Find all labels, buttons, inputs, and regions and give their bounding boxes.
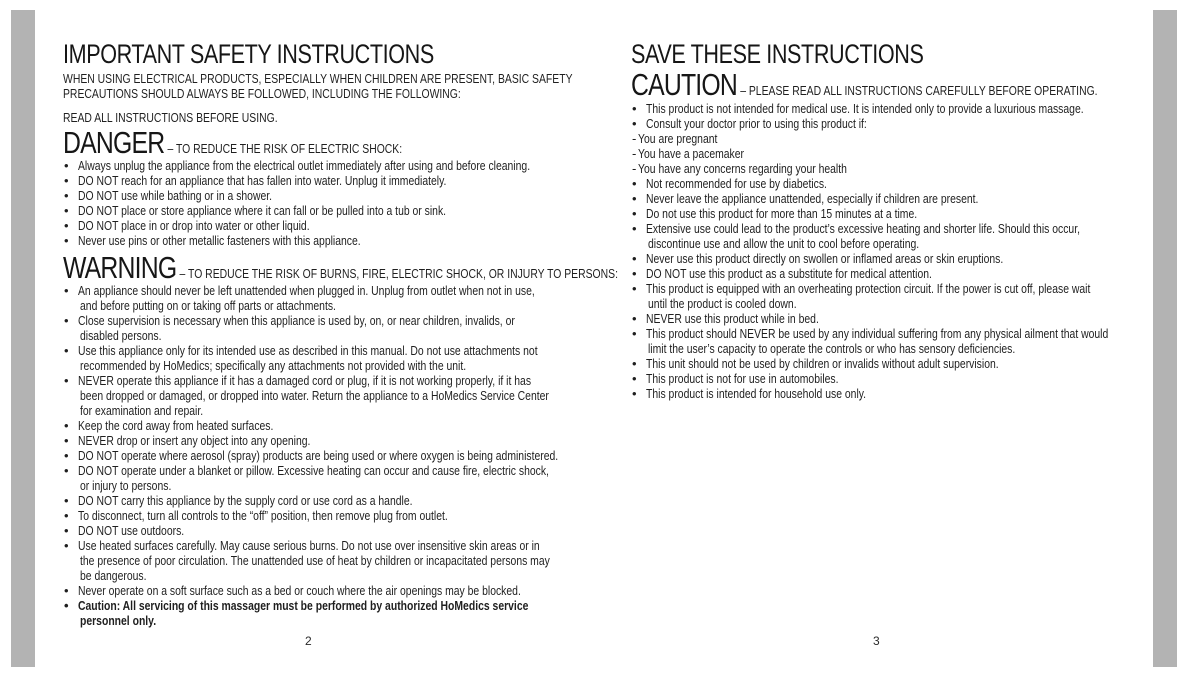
item-text-line: the presence of poor circulation. The unattended use of heat by children or incapacitated persons may (80, 553, 550, 568)
caution-heading (631, 67, 1101, 102)
caution-label: CAUTION (631, 67, 737, 102)
item-text-line: personnel only. (80, 613, 157, 628)
bullet-marker: • (64, 173, 69, 188)
list-item (631, 131, 1101, 146)
item-text-line: been dropped or damaged, or dropped into water. Return the appliance to a HoMedics Service Center (80, 388, 549, 403)
list-item (63, 493, 563, 508)
bullet-marker: • (632, 206, 637, 221)
item-text-line: discontinue use and allow the unit to cool before operating. (648, 236, 920, 251)
list-item (63, 173, 563, 188)
item-text-line: This product is not intended for medical use. It is intended only to provide a luxurious massage. (646, 101, 1084, 116)
bullet-marker: • (632, 386, 637, 401)
item-text-line: This product is intended for household use only. (646, 386, 867, 401)
item-text-line: disabled persons. (80, 328, 162, 343)
bullet-marker: • (64, 583, 69, 598)
bullet-marker: • (64, 448, 69, 463)
bullet-marker: • (64, 158, 69, 173)
item-text-line: Extensive use could lead to the product’s excessive heating and shorter life. Should this occur, (646, 221, 1080, 236)
list-item (63, 448, 563, 463)
bullet-marker: • (64, 418, 69, 433)
list-item (63, 598, 563, 628)
dash-marker: - (632, 131, 637, 146)
danger-subtitle: – TO REDUCE THE RISK OF ELECTRIC SHOCK: (167, 141, 403, 156)
item-text-line: This product is not for use in automobiles. (646, 371, 839, 386)
list-item (631, 356, 1101, 371)
item-text-line: Use heated surfaces carefully. May cause serious burns. Do not use over insensitive skin areas or in (78, 538, 540, 553)
list-item (631, 176, 1101, 191)
read-all-note: READ ALL INSTRUCTIONS BEFORE USING. (63, 110, 278, 125)
item-text-line: for examination and repair. (80, 403, 204, 418)
caution-list (631, 101, 1109, 401)
list-item (63, 373, 563, 418)
item-text-line: NEVER drop or insert any object into any opening. (78, 433, 311, 448)
list-item (631, 266, 1101, 281)
title-text: SAVE THESE INSTRUCTIONS (631, 39, 924, 69)
item-text-line: Never use this product directly on swollen or inflamed areas or skin eruptions. (646, 251, 1004, 266)
bullet-marker: • (64, 218, 69, 233)
caution-subtitle: – PLEASE READ ALL INSTRUCTIONS CAREFULLY BEFORE OPERATING. (740, 83, 1098, 98)
list-item (63, 188, 563, 203)
bullet-marker: • (64, 188, 69, 203)
page-number: 2 (305, 634, 312, 648)
item-text-line: DO NOT use while bathing or in a shower. (78, 188, 273, 203)
list-item (63, 523, 563, 538)
bullet-marker: • (632, 116, 637, 131)
list-item (631, 101, 1101, 116)
title-text: IMPORTANT SAFETY INSTRUCTIONS (63, 39, 434, 69)
bullet-marker: • (64, 598, 69, 613)
list-item (631, 371, 1101, 386)
item-text-line: DO NOT carry this appliance by the supply cord or use cord as a handle. (78, 493, 413, 508)
page-number: 3 (873, 634, 880, 648)
item-text-line: Never leave the appliance unattended, especially if children are present. (646, 191, 979, 206)
item-text-line: This product is equipped with an overheating protection circuit. If the power is cut off, please wait (646, 281, 1091, 296)
list-item (63, 233, 563, 248)
item-text-line: An appliance should never be left unattended when plugged in. Unplug from outlet when not in use, (78, 283, 535, 298)
bullet-marker: • (632, 371, 637, 386)
bullet-marker: • (632, 356, 637, 371)
bullet-marker: • (64, 313, 69, 328)
item-text-line: Do not use this product for more than 15 minutes at a time. (646, 206, 918, 221)
intro-paragraph: WHEN USING ELECTRICAL PRODUCTS, ESPECIALLY WHEN CHILDREN ARE PRESENT, BASIC SAFETY PRECAUTIONS SHOULD ALWAYS BE FOLLOWED, INCLUDING THE FOLLOWING: (63, 71, 573, 101)
dash-marker: - (632, 146, 637, 161)
item-text-line: DO NOT place or store appliance where it can fall or be pulled into a tub or sink. (78, 203, 447, 218)
item-text-line: Consult your doctor prior to using this product if: (646, 116, 867, 131)
item-text-line: or injury to persons. (80, 478, 172, 493)
item-text-line: NEVER operate this appliance if it has a damaged cord or plug, if it is not working properly, if it has (78, 373, 532, 388)
bullet-marker: • (632, 176, 637, 191)
list-item (631, 281, 1101, 311)
item-text-line: be dangerous. (80, 568, 147, 583)
item-text-line: recommended by HoMedics; specifically any attachments not provided with the unit. (80, 358, 467, 373)
item-text-line: Close supervision is necessary when this appliance is used by, on, or near children, invalids, or (78, 313, 515, 328)
list-item (631, 386, 1101, 401)
page-title (63, 40, 563, 68)
item-text-line: To disconnect, turn all controls to the “off” position, then remove plug from outlet. (78, 508, 448, 523)
danger-list (63, 158, 563, 248)
bullet-marker: • (64, 203, 69, 218)
page-title (631, 40, 1101, 68)
bullet-marker: • (64, 373, 69, 388)
item-text-line: Caution: All servicing of this massager must be performed by authorized HoMedics service (78, 598, 529, 613)
left-margin-bar (11, 10, 35, 667)
item-text-line: This product should NEVER be used by any individual suffering from any physical ailment that would (646, 326, 1109, 341)
item-text-line: You have any concerns regarding your health (638, 161, 847, 176)
list-item (631, 221, 1101, 251)
list-item (63, 418, 563, 433)
item-text-line: Always unplug the appliance from the electrical outlet immediately after using and before cleaning. (78, 158, 531, 173)
dash-marker: - (632, 161, 637, 176)
item-text-line: DO NOT place in or drop into water or other liquid. (78, 218, 310, 233)
item-text-line: Not recommended for use by diabetics. (646, 176, 827, 191)
bullet-marker: • (64, 233, 69, 248)
bullet-marker: • (632, 281, 637, 296)
item-text-line: DO NOT reach for an appliance that has fallen into water. Unplug it immediately. (78, 173, 447, 188)
list-item (631, 161, 1101, 176)
item-text-line: DO NOT operate where aerosol (spray) products are being used or where oxygen is being administered. (78, 448, 559, 463)
warning-heading (63, 250, 618, 285)
list-item (63, 463, 563, 493)
bullet-marker: • (64, 493, 69, 508)
list-item (631, 146, 1101, 161)
item-text-line: Use this appliance only for its intended use as described in this manual. Do not use attachments not (78, 343, 538, 358)
bullet-marker: • (64, 538, 69, 553)
list-item (631, 311, 1101, 326)
bullet-marker: • (64, 508, 69, 523)
bullet-marker: • (64, 343, 69, 358)
list-item (63, 583, 563, 598)
item-text-line: and before putting on or taking off parts or attachments. (80, 298, 336, 313)
bullet-marker: • (632, 326, 637, 341)
bullet-marker: • (64, 433, 69, 448)
list-item (631, 206, 1101, 221)
right-margin-bar (1153, 10, 1177, 667)
danger-label: DANGER (63, 125, 165, 160)
warning-subtitle: – TO REDUCE THE RISK OF BURNS, FIRE, ELECTRIC SHOCK, OR INJURY TO PERSONS: (179, 266, 618, 281)
item-text-line: DO NOT use outdoors. (78, 523, 185, 538)
list-item (63, 313, 563, 343)
list-item (63, 343, 563, 373)
item-text-line: limit the user’s capacity to operate the controls or who has sensory deficiencies. (648, 341, 1016, 356)
item-text-line: until the product is cooled down. (648, 296, 797, 311)
list-item (63, 508, 563, 523)
list-item (63, 218, 563, 233)
bullet-marker: • (632, 311, 637, 326)
item-text-line: Never use pins or other metallic fasteners with this appliance. (78, 233, 361, 248)
danger-heading (63, 125, 563, 160)
item-text-line: You are pregnant (638, 131, 718, 146)
bullet-marker: • (632, 251, 637, 266)
item-text-line: DO NOT use this product as a substitute for medical attention. (646, 266, 932, 281)
bullet-marker: • (64, 523, 69, 538)
item-text-line: Never operate on a soft surface such as a bed or couch where the air openings may be blocked. (78, 583, 521, 598)
list-item (631, 326, 1109, 356)
left-page (63, 39, 618, 628)
bullet-marker: • (64, 463, 69, 478)
list-item (631, 116, 1101, 131)
list-item (63, 203, 563, 218)
list-item (63, 158, 563, 173)
bullet-marker: • (632, 221, 637, 236)
list-item (63, 283, 563, 313)
bullet-marker: • (64, 283, 69, 298)
warning-list (63, 283, 563, 628)
item-text-line: You have a pacemaker (638, 146, 745, 161)
list-item (631, 251, 1101, 266)
warning-label: WARNING (63, 250, 177, 285)
bullet-marker: • (632, 101, 637, 116)
bullet-marker: • (632, 266, 637, 281)
list-item (63, 538, 563, 583)
list-item (631, 191, 1101, 206)
right-page (631, 39, 1109, 401)
bullet-marker: • (632, 191, 637, 206)
list-item (63, 433, 563, 448)
item-text-line: DO NOT operate under a blanket or pillow. Excessive heating can occur and cause fire, electric shock, (78, 463, 549, 478)
item-text-line: This unit should not be used by children or invalids without adult supervision. (646, 356, 999, 371)
item-text-line: Keep the cord away from heated surfaces. (78, 418, 274, 433)
item-text-line: NEVER use this product while in bed. (646, 311, 819, 326)
